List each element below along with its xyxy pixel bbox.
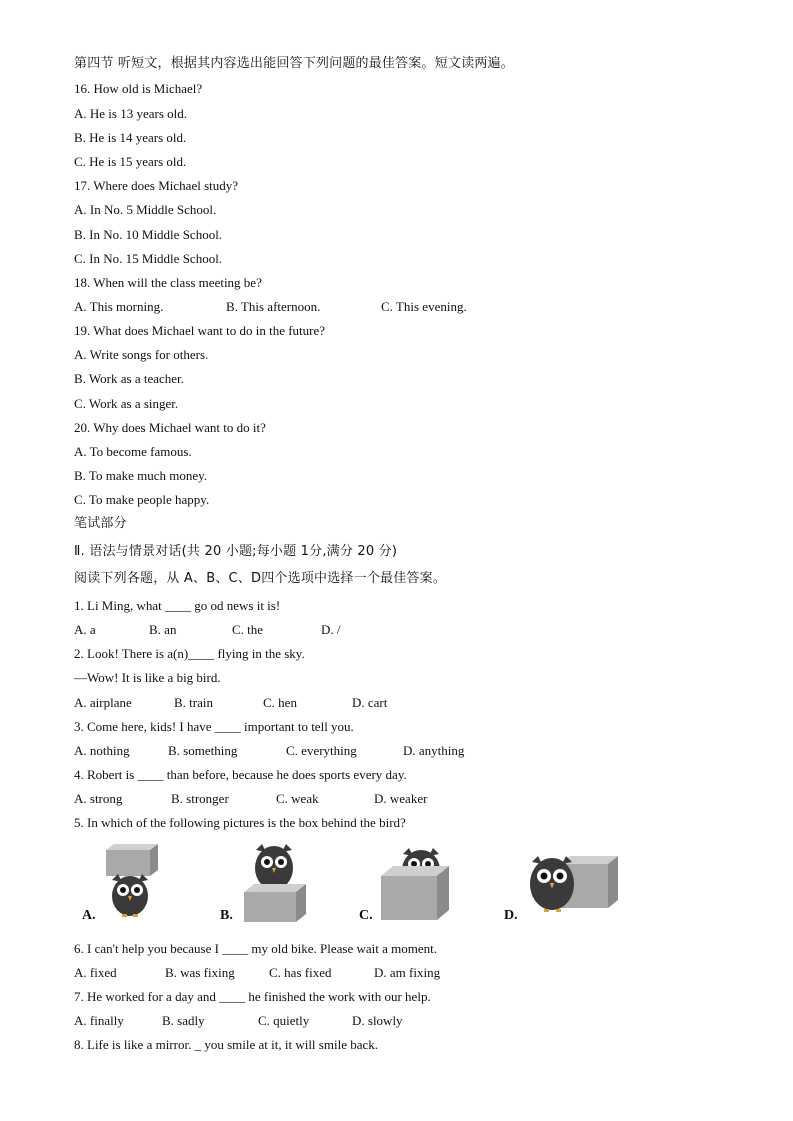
q19-option-a: A. Write songs for others. [74, 347, 209, 362]
q16-option-b: B. He is 14 years old. [74, 130, 187, 145]
g1-option-a: A. a [74, 622, 96, 637]
picture-a-label: A. [82, 908, 96, 923]
g6-stem: 6. I can't help you because I ____ my old bike. Please wait a moment. [74, 941, 437, 956]
g7-option-d: D. slowly [352, 1013, 403, 1028]
q17-option-b: B. In No. 10 Middle School. [74, 227, 223, 242]
picture-d [504, 842, 634, 924]
section-heading: 第四节 听短文，根据其内容选出能回答下列问题的最佳答案。短文读两遍。 [74, 56, 514, 71]
q16-stem: 16. How old is Michael? [74, 81, 203, 96]
q18-option-a: A. This morning. [74, 299, 164, 314]
q18-option-b: B. This afternoon. [226, 299, 321, 314]
g6-option-c: C. has fixed [269, 965, 332, 980]
q17-option-c: C. In No. 15 Middle School. [74, 251, 223, 266]
g4-option-d: D. weaker [374, 791, 428, 806]
picture-c-drawing [357, 842, 477, 924]
q20-option-a: A. To become famous. [74, 444, 192, 459]
picture-a [80, 842, 200, 924]
picture-d-label: D. [504, 908, 518, 923]
q19-stem: 19. What does Michael want to do in the future? [74, 323, 326, 338]
g3-option-a: A. nothing [74, 743, 130, 758]
q16-option-a: A. He is 13 years old. [74, 106, 188, 121]
g4-option-a: A. strong [74, 791, 123, 806]
q19-option-c: C. Work as a singer. [74, 396, 179, 411]
g8-stem: 8. Life is like a mirror. _ you smile at it, it will smile back. [74, 1037, 379, 1052]
g1-stem: 1. Li Ming, what ____ go od news it is! [74, 598, 281, 613]
g7-stem: 7. He worked for a day and ____ he finished the work with our help. [74, 989, 431, 1004]
picture-c-label: C. [359, 908, 373, 923]
q17-stem: 17. Where does Michael study? [74, 178, 239, 193]
g2-option-b: B. train [174, 695, 213, 710]
g7-option-b: B. sadly [162, 1013, 205, 1028]
picture-b-label: B. [220, 908, 233, 923]
g3-option-d: D. anything [403, 743, 465, 758]
picture-a-drawing [80, 842, 200, 924]
q18-stem: 18. When will the class meeting be? [74, 275, 262, 290]
g1-option-d: D. / [321, 622, 341, 637]
picture-b [218, 842, 338, 924]
g2-option-c: C. hen [263, 695, 297, 710]
g4-option-c: C. weak [276, 791, 319, 806]
q17-option-a: A. In No. 5 Middle School. [74, 202, 217, 217]
g2-option-d: D. cart [352, 695, 388, 710]
written-part-heading: 笔试部分 [74, 516, 127, 531]
g3-stem: 3. Come here, kids! I have ____ important to tell you. [74, 719, 354, 734]
g2-stem: 2. Look! There is a(n)____ flying in the sky. [74, 646, 305, 661]
g3-option-b: B. something [168, 743, 238, 758]
q18-option-c: C. This evening. [381, 299, 467, 314]
part2-instruction: 阅读下列各题，从 A、B、C、D四个选项中选择一个最佳答案。 [74, 571, 447, 586]
g3-option-c: C. everything [286, 743, 357, 758]
q19-option-b: B. Work as a teacher. [74, 371, 184, 386]
q20-stem: 20. Why does Michael want to do it? [74, 420, 266, 435]
g6-option-a: A. fixed [74, 965, 117, 980]
picture-b-drawing [218, 842, 338, 924]
q20-option-b: B. To make much money. [74, 468, 208, 483]
g1-option-b: B. an [149, 622, 177, 637]
picture-d-drawing [504, 842, 634, 924]
g2-reply: —Wow! It is like a big bird. [74, 670, 221, 685]
g7-option-c: C. quietly [258, 1013, 310, 1028]
g4-option-b: B. stronger [171, 791, 229, 806]
g7-option-a: A. finally [74, 1013, 124, 1028]
q20-option-c: C. To make people happy. [74, 492, 210, 507]
g6-option-d: D. am fixing [374, 965, 441, 980]
g1-option-c: C. the [232, 622, 264, 637]
g6-option-b: B. was fixing [165, 965, 235, 980]
g2-option-a: A. airplane [74, 695, 132, 710]
g5-stem: 5. In which of the following pictures is the box behind the bird? [74, 815, 406, 830]
q16-option-c: C. He is 15 years old. [74, 154, 187, 169]
picture-c [357, 842, 477, 924]
part2-heading: Ⅱ. 语法与情景对话(共 20 小题;每小题 1分,满分 20 分) [74, 544, 398, 559]
g4-stem: 4. Robert is ____ than before, because he does sports every day. [74, 767, 407, 782]
